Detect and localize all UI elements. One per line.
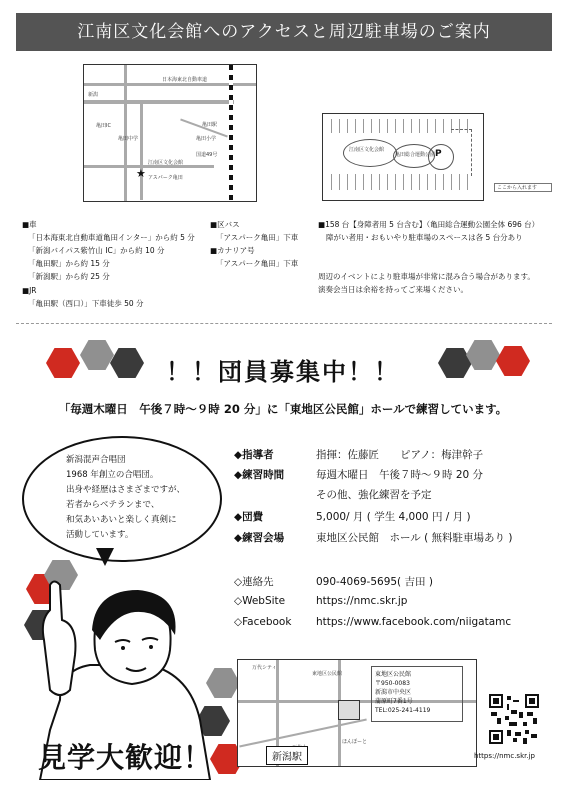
map-label: 江南区文化会館 [349, 147, 385, 153]
map-label: 万代シティ [252, 665, 277, 671]
page-header: 江南区文化会館へのアクセスと周辺駐車場のご案内 [16, 13, 552, 51]
star-icon: ★ [136, 167, 146, 180]
map-label: 亀田中学 [118, 136, 139, 142]
map-label: ほんぽーと [342, 739, 368, 745]
canaria-heading: ■カナリア号 [210, 246, 255, 255]
address-line: 新潟市中央区 [375, 689, 412, 696]
map-label: アスパーク亀田 [148, 175, 183, 181]
jr-line: 「亀田駅（西口）」下車徒歩 50 分 [28, 299, 144, 308]
bubble-line: 出身や経歴はさまざまですが、 [66, 485, 186, 495]
station-label: 新潟駅 [266, 746, 308, 765]
access-map-left [83, 64, 257, 202]
bus-heading: ■区バス [210, 220, 240, 229]
location-map [237, 659, 477, 767]
map-label: 日本海東北自動車道 [162, 77, 208, 83]
facebook-link[interactable]: https://www.facebook.com/niigatamc [316, 616, 512, 628]
detail-label: ◆団費 [234, 511, 264, 523]
notice: 周辺のイベントにより駐車場が非常に混み合う場合があります。 [318, 272, 535, 281]
detail-value: その他、強化練習を予定 [316, 489, 432, 501]
bubble-line: 和気あいあいと楽しく真剣に [66, 515, 177, 525]
welcome-text: 見学大歓迎！ [38, 741, 213, 774]
detail-value: 東地区公民館 ホール ( 無料駐車場あり ) [316, 532, 513, 544]
detail-value: 5,000/ 月 ( 学生 4,000 円 / 月 ) [316, 511, 471, 523]
detail-value: 指揮：佐藤匠 ピアノ：梅津幹子 [316, 449, 484, 461]
detail-label: ◆練習時間 [234, 469, 285, 481]
car-line: 「日本海東北自動車道亀田インター」から約 5 分 [28, 233, 195, 242]
bus-line: 「アスパーク亀田」下車 [216, 233, 299, 242]
contact-label: ◇Facebook [234, 616, 292, 628]
map-label: 亀田小学 [196, 136, 217, 142]
car-heading: ■車 [22, 220, 37, 229]
parking-p-icon: P [435, 149, 442, 159]
map-label: 東地区公民館 [312, 671, 343, 677]
jr-heading: ■JR [22, 286, 37, 295]
address-block [375, 670, 430, 715]
parking-info: 障がい者用・おもいやり駐車場のスペースは各 5 台分あり [326, 233, 523, 242]
phone-number[interactable]: 090-4069-5695( 吉田 ) [316, 576, 433, 588]
map-label: 新潟 [88, 92, 99, 98]
speech-bubble-tail [96, 548, 114, 566]
address-line: TEL:025-241-4119 [375, 707, 431, 714]
parking-map-right [322, 113, 484, 201]
address-line: 〒950-0083 [375, 680, 410, 687]
website-link[interactable]: https://nmc.skr.jp [316, 595, 408, 607]
entrance-note: ここから入れます [494, 183, 552, 192]
qr-code[interactable] [489, 694, 539, 744]
detail-label: ◆指導者 [234, 449, 274, 461]
map-label: 江南区文化会館 [148, 160, 184, 166]
parking-info: ■158 台【身障者用 5 台含む】（亀田総合運動公園全体 696 台） [318, 220, 540, 229]
practice-line: 「毎週木曜日 午後７時～９時 20 分」に「東地区公民館」ホールで練習しています。 [58, 402, 508, 416]
qr-url[interactable]: https://nmc.skr.jp [474, 752, 535, 760]
bubble-line: 活動しています。 [66, 530, 134, 540]
map-label: 国道49号 [196, 152, 218, 158]
map-label: 亀田駅 [202, 122, 218, 128]
map-label: 亀田総合運動公園 [395, 152, 436, 158]
bubble-line: 1968 年創立の合唱団。 [66, 470, 159, 480]
bubble-line: 若者からベテランまで、 [66, 500, 160, 510]
address-line: 蒲原町7番1号 [375, 698, 413, 705]
map-label: 亀田IC [96, 123, 111, 129]
contact-label: ◇連絡先 [234, 576, 274, 588]
detail-label: ◆練習会場 [234, 532, 285, 544]
car-line: 「新潟駅」から約 25 分 [28, 272, 110, 281]
address-line: 東地区公民館 [375, 671, 412, 678]
contact-label: ◇WebSite [234, 595, 286, 607]
recruit-title: ！！団員募集中！！ [166, 358, 400, 386]
detail-value: 毎週木曜日 午後７時～９時 20 分 [316, 469, 484, 481]
car-line: 「亀田駅」から約 15 分 [28, 259, 110, 268]
canaria-line: 「アスパーク亀田」下車 [216, 259, 299, 268]
notice: 演奏会当日は余裕を持ってご来場ください。 [318, 285, 468, 294]
bubble-line: 新潟混声合唱団 [66, 455, 126, 465]
car-line: 「新潟バイパス紫竹山 IC」から約 10 分 [28, 246, 165, 255]
